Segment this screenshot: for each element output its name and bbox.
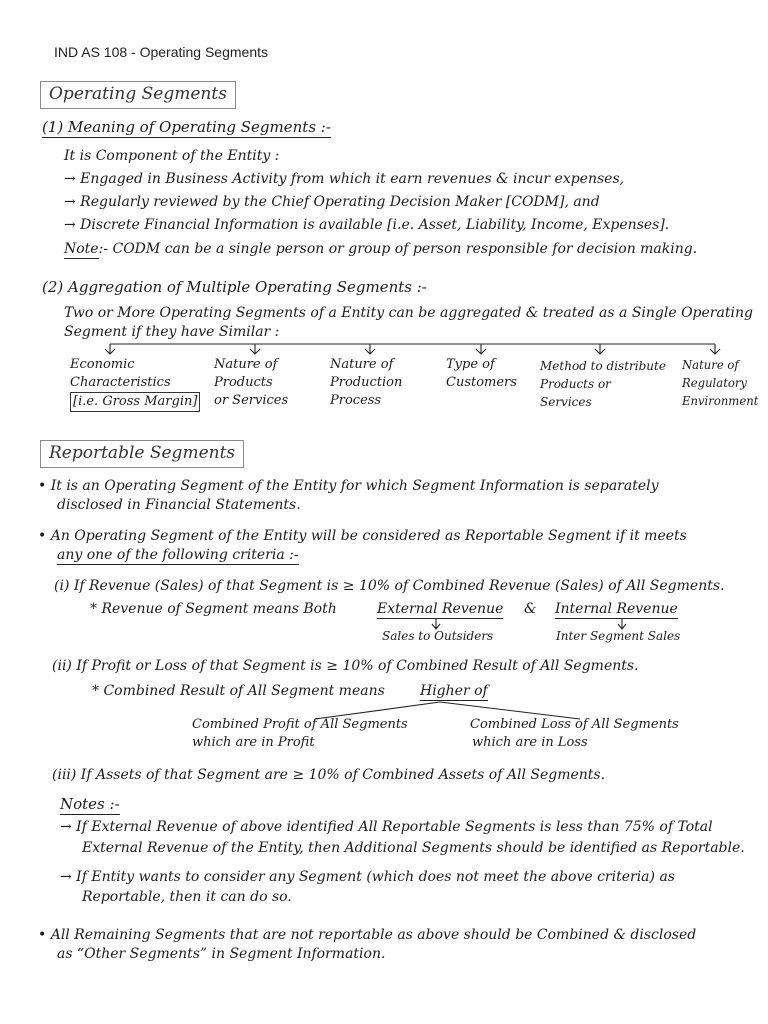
- bullet-reportable-def-2: disclosed in Financial Statements.: [57, 497, 301, 513]
- note-voluntary-1: → If Entity wants to consider any Segment (which does not meet the above criteria) as: [60, 869, 675, 885]
- criterion-profit-loss: (ii) If Profit or Loss of that Segment is ≥ 10% of Combined Result of All Segments.: [52, 658, 639, 674]
- section-heading-operating-segments: Operating Segments: [40, 81, 236, 109]
- int-rev-arrow: [618, 619, 626, 629]
- criteria-economic: Economic Characteristics [i.e. Gross Margin]: [70, 356, 200, 412]
- point-discrete-info: → Discrete Financial Information is available [i.e. Asset, Liability, Income, Expenses].: [64, 217, 670, 233]
- tree-arrow-6: [710, 344, 720, 354]
- criteria-customers: Type of Customers: [446, 357, 517, 390]
- ext-rev-arrow: [432, 619, 440, 629]
- criteria-production: Nature of Production Process: [330, 357, 403, 408]
- internal-revenue: Internal Revenue: [555, 601, 678, 617]
- combined-result-note: * Combined Result of All Segment means: [92, 683, 385, 699]
- aggregation-line-2: Segment if they have Similar :: [64, 324, 280, 340]
- internal-revenue-sub: Inter Segment Sales: [556, 629, 681, 643]
- tree-arrow-4: [476, 344, 486, 354]
- heading-meaning-of-operating-segments: (1) Meaning of Operating Segments :-: [42, 118, 331, 136]
- combined-profit: Combined Profit of All Segments which are in Profit: [192, 717, 408, 750]
- external-revenue-sub: Sales to Outsiders: [382, 629, 494, 643]
- aggregation-line-1: Two or More Operating Segments of a Entity can be aggregated & treated as a Single Operating: [64, 305, 753, 321]
- criterion-revenue: (i) If Revenue (Sales) of that Segment is ≥ 10% of Combined Revenue (Sales) of All Segments.: [54, 578, 725, 594]
- tree-arrow-5: [595, 344, 605, 354]
- bullet-other-segments-2: as “Other Segments” in Segment Information.: [57, 946, 386, 962]
- point-codm-review: → Regularly reviewed by the Chief Operating Decision Maker [CODM], and: [64, 194, 600, 210]
- note-text: :- CODM can be a single person or group of person responsible for decision making.: [98, 241, 698, 257]
- higher-of: Higher of: [420, 683, 488, 699]
- heading-aggregation: (2) Aggregation of Multiple Operating Segments :-: [42, 278, 427, 296]
- tree-arrow-3: [365, 344, 375, 354]
- notes-label: Notes :-: [60, 795, 120, 813]
- external-revenue: External Revenue: [377, 601, 504, 617]
- note-voluntary-2: Reportable, then it can do so.: [82, 889, 292, 905]
- bullet-criteria-intro-2: any one of the following criteria :-: [57, 547, 299, 563]
- point-business-activity: → Engaged in Business Activity from which it earn revenues & incur expenses,: [64, 171, 625, 187]
- criteria-distribution: Method to distribute Products or Services: [540, 359, 666, 409]
- tree-arrow-2: [250, 344, 260, 354]
- criteria-products: Nature of Products or Services: [214, 357, 289, 408]
- note-label: Note: [64, 241, 99, 257]
- section-heading-reportable-segments: Reportable Segments: [40, 440, 244, 468]
- bullet-other-segments-1: • All Remaining Segments that are not reportable as above should be Combined & disclosed: [38, 927, 697, 943]
- note-75-percent-1: → If External Revenue of above identified All Reportable Segments is less than 75% of Total: [60, 819, 713, 835]
- revenue-ampersand: &: [524, 601, 537, 617]
- document-title: IND AS 108 - Operating Segments: [54, 44, 268, 60]
- criterion-assets: (iii) If Assets of that Segment are ≥ 10% of Combined Assets of All Segments.: [52, 767, 606, 783]
- combined-loss: Combined Loss of All Segments which are in Loss: [470, 717, 679, 750]
- tree-arrow-1: [105, 344, 115, 354]
- bullet-reportable-def-1: • It is an Operating Segment of the Entity for which Segment Information is separately: [38, 478, 659, 494]
- note-codm: [64, 241, 697, 257]
- bullet-criteria-intro-1: • An Operating Segment of the Entity will be considered as Reportable Segment if it meets: [38, 528, 687, 544]
- revenue-note: * Revenue of Segment means Both: [90, 601, 337, 617]
- criteria-regulatory: Nature of Regulatory Environment: [682, 358, 759, 408]
- note-75-percent-2: External Revenue of the Entity, then Additional Segments should be identified as Reportable.: [82, 840, 745, 856]
- component-intro: It is Component of the Entity :: [64, 148, 280, 164]
